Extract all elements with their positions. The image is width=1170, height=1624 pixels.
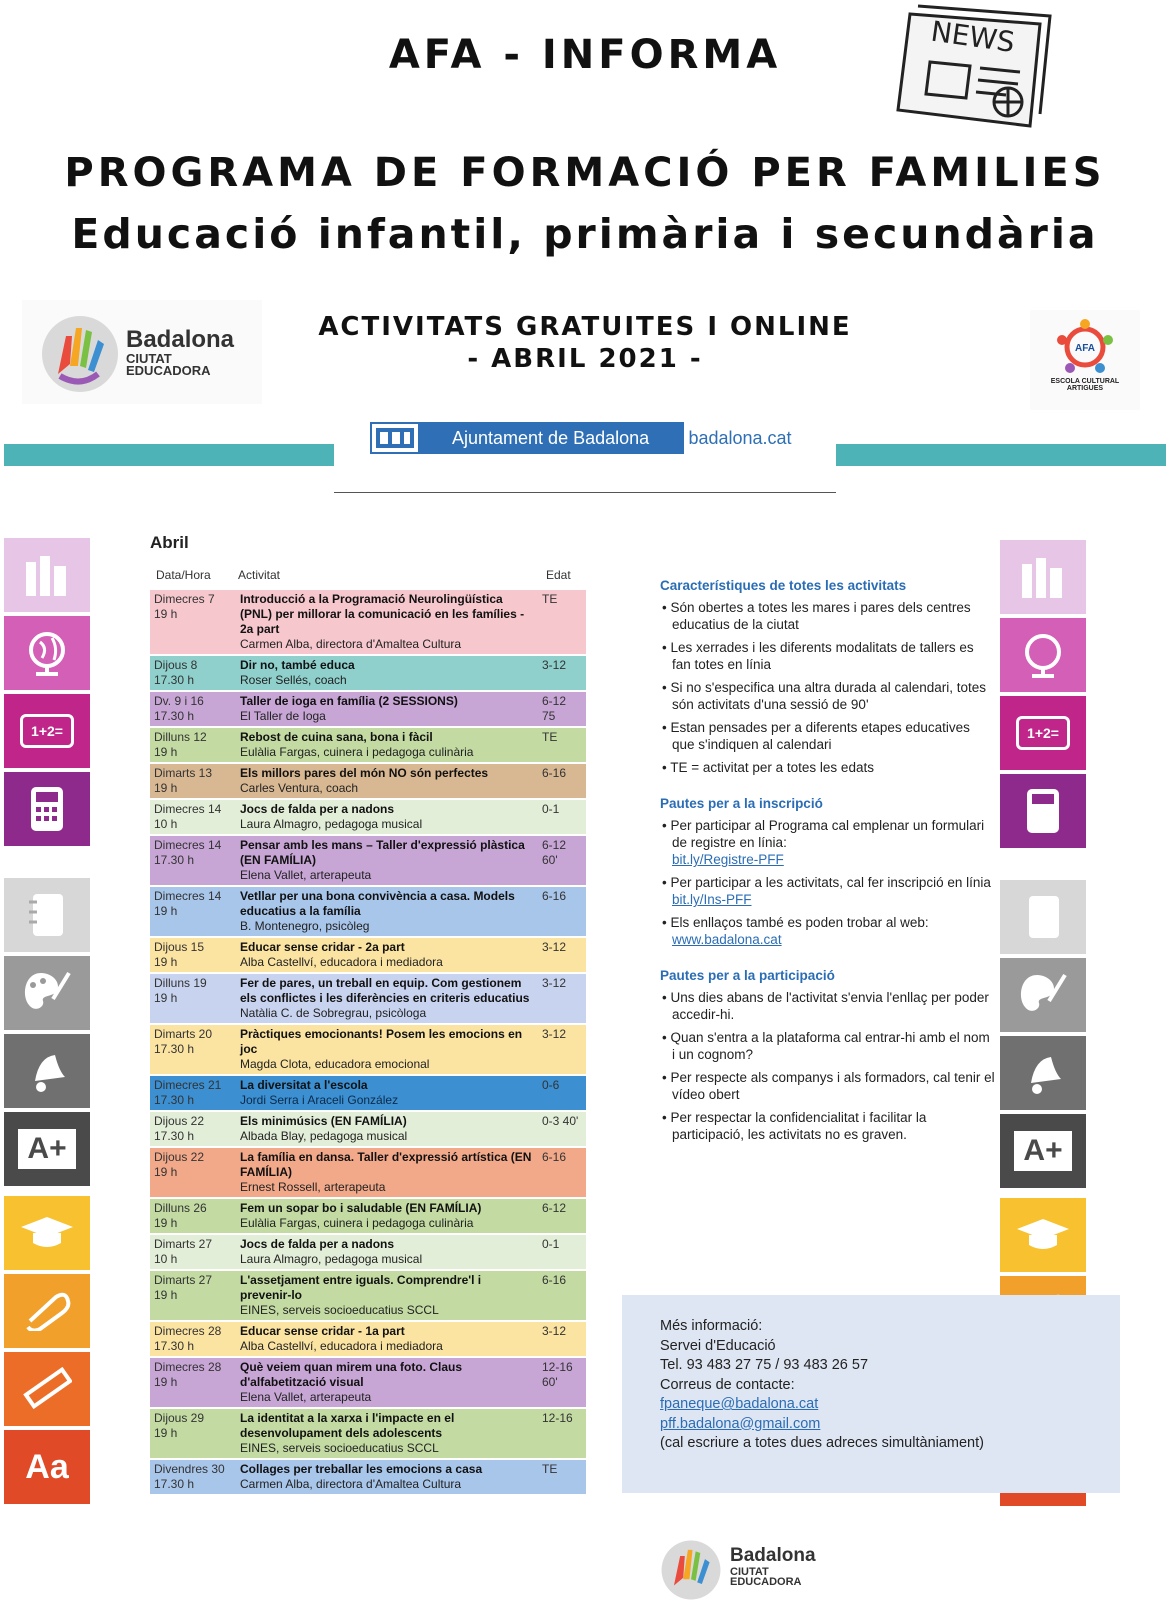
row-title: Vetllar per una bona convivència a casa. Models educatius a la família [240,889,515,918]
row-age: 0-1 [538,1234,586,1270]
list-item: • Per respecte als companys i als formadors, cal tenir el vídeo obert [662,1070,995,1102]
list-item-text: Estan pensades per a diferents etapes educatives que s'indiquen al calendari [670,720,970,752]
row-time: 10 h [154,817,178,831]
row-activity [236,799,538,835]
afa-logo [1030,310,1140,410]
contact-note: (cal escriure a totes dues adreces simultàniament) [660,1435,984,1451]
row-age: TE [538,590,586,655]
row-activity [236,1408,538,1459]
row-person: Elena Vallet, arterapeuta [240,1390,372,1404]
registre-link[interactable]: bit.ly/Registre-PFF [672,852,784,867]
email-link-2[interactable]: pff.badalona@gmail.com [660,1415,821,1432]
row-day: Dimecres 28 [154,1324,222,1338]
row-activity [236,886,538,937]
afa-people-icon [1052,318,1118,376]
books-icon [4,538,90,612]
row-time: 17.30 h [154,1339,195,1353]
globe-icon [1000,618,1086,692]
educadora-label: EDUCADORA [730,1576,802,1588]
row-title: Collages per treballar les emocions a casa [240,1462,483,1476]
afa-logo-text: AFA [1075,343,1095,354]
books-icon [1000,540,1086,614]
table-row [150,1270,586,1321]
row-date [150,1357,236,1408]
palette-icon [1000,958,1086,1032]
row-date [150,799,236,835]
list-item-text: Uns dies abans de l'activitat s'envia l'enllaç per poder accedir-hi. [670,990,989,1022]
row-date [150,1408,236,1459]
inscripcio-link[interactable]: bit.ly/Ins-PFF [672,892,752,907]
row-person: Jordi Serra i Araceli González [240,1093,399,1107]
row-title: Taller de ioga en família (2 SESSIONS) [240,694,458,708]
row-title: Fer de pares, un treball en equip. Com gestionem els conflictes i les diferències en criteris educatius [240,976,530,1005]
table-row [150,937,586,973]
letters-text: Aa [25,1447,69,1486]
list-item: • Estan pensades per a diferents etapes educatives que s'indiquen al calendari [662,720,970,752]
row-time: 19 h [154,1216,178,1230]
contact-line4: Correus de contacte: [660,1376,795,1393]
list-item: • Uns dies abans de l'activitat s'envia l'enllaç per poder accedir-hi. [662,990,989,1022]
graduation-cap-icon [1000,1198,1086,1272]
contact-line2: Servei d'Educació [660,1337,776,1354]
row-activity [236,1270,538,1321]
row-date [150,590,236,655]
notebook-icon [4,878,90,952]
row-date [150,763,236,799]
row-person: El Taller de Ioga [240,709,326,723]
palette-icon [4,956,90,1030]
row-date [150,1075,236,1111]
list-item: • Per participar a les activitats, cal fer inscripció en línia bit.ly/Ins-PFF [662,875,991,907]
badalona-logo-bottom [660,1535,860,1605]
row-title: Jocs de falda per a nadons [240,802,395,816]
notebook-icon [1000,880,1086,954]
list-item: • Per respectar la confidencialitat i facilitar la participació, les activitats no es graven. [662,1110,927,1142]
row-age: 0-6 [538,1075,586,1111]
colorful-hand-icon [660,1539,722,1601]
row-time: 19 h [154,991,178,1005]
table-row [150,886,586,937]
list-item: • Quan s'entra a la plataforma cal entrar-hi amb el nom i un cognom? [662,1030,990,1062]
row-date [150,655,236,691]
row-day: Dimecres 14 [154,838,222,852]
row-day: Dijous 22 [154,1114,205,1128]
row-day: Dimecres 14 [154,889,222,903]
participation-heading: Pautes per a la participació [660,968,835,983]
row-title: L'assetjament entre iguals. Comprendre'l i prevenir-lo [240,1273,482,1302]
row-person: Alba Castellví, educadora i mediadora [240,1339,443,1353]
math-text: 1+2= [20,714,74,748]
ajuntament-bar [370,422,796,454]
list-item: • Per participar al Programa cal emplenar un formulari de registre en línia: bit.ly/Registre-PFF [662,818,985,867]
row-day: Dimecres 14 [154,802,222,816]
row-day: Dimecres 21 [154,1078,222,1092]
paperclip-icon [4,1274,90,1348]
row-age: 6-16 [538,763,586,799]
row-title: Fem un sopar bo i saludable (EN FAMÍLIA) [240,1201,482,1215]
globe-icon [4,616,90,690]
row-person: EINES, serveis socioeducatius SCCL [240,1303,439,1317]
web-label: badalona.cat [684,422,796,454]
row-time: 19 h [154,1375,178,1389]
row-activity [236,835,538,886]
row-person: Laura Almagro, pedagoga musical [240,817,423,831]
table-row [150,727,586,763]
table-row [150,1111,586,1147]
table-row [150,799,586,835]
ciutat-label: CIUTAT [126,351,172,366]
row-person: EINES, serveis socioeducatius SCCL [240,1441,439,1455]
row-person: Eulàlia Fargas, cuinera i pedagoga culinària [240,745,474,759]
row-title: Els millors pares del món NO són perfectes [240,766,489,780]
badalona-name: Badalona [126,326,235,353]
row-age: TE [538,727,586,763]
afa-school-name: ESCOLA CULTURAL ARTIGUES [1050,378,1120,392]
row-date [150,1321,236,1357]
row-title: Jocs de falda per a nadons [240,1237,395,1251]
table-row [150,1198,586,1234]
list-item: • Si no s'especifica una altra durada al calendari, totes són activitats d'una sessió de 90' [662,680,987,712]
badalona-logo [22,300,262,404]
table-row [150,691,586,727]
math-icon [1000,696,1086,770]
row-date [150,1459,236,1495]
row-title: Educar sense cridar - 2a part [240,940,405,954]
list-item-text: Les xerrades i les diferents modalitats de tallers es fan totes en línia [670,640,974,672]
graduation-cap-icon [4,1196,90,1270]
row-date [150,973,236,1024]
list-item: • Els enllaços també es poden trobar al web: www.badalona.cat [662,915,929,947]
row-person: Magda Clota, educadora emocional [240,1057,430,1071]
table-row [150,1147,586,1198]
table-row [150,1408,586,1459]
table-row [150,973,586,1024]
contact-phone: Tel. 93 483 27 75 / 93 483 26 57 [660,1357,869,1373]
row-day: Dilluns 19 [154,976,207,990]
row-day: Dimarts 27 [154,1237,213,1251]
row-age: 3-12 [538,1321,586,1357]
row-title: Rebost de cuina sana, bona i fàcil [240,730,433,744]
list-item: • Són obertes a totes les mares i pares dels centres educatius de la ciutat [662,600,971,632]
inscription-heading: Pautes per a la inscripció [660,796,823,811]
row-date [150,1270,236,1321]
calculator-icon [4,772,90,846]
row-time: 17.30 h [154,1477,195,1491]
badalona-name: Badalona [730,1545,816,1566]
row-activity [236,655,538,691]
row-date [150,835,236,886]
row-time: 17.30 h [154,853,195,867]
row-day: Dimecres 28 [154,1360,222,1374]
row-date [150,727,236,763]
list-item: • Les xerrades i les diferents modalitats de tallers es fan totes en línia [662,640,974,672]
row-day: Dijous 29 [154,1411,205,1425]
row-age: 3-12 [538,655,586,691]
row-age: 6-12 60' [538,835,586,886]
row-day: Dimarts 27 [154,1273,213,1287]
row-age: 6-12 75 [538,691,586,727]
row-date [150,886,236,937]
row-date [150,937,236,973]
row-time: 19 h [154,607,178,621]
row-activity [236,763,538,799]
contact-line1: Més informació: [660,1318,763,1334]
row-age: 6-16 [538,1270,586,1321]
row-age: 12-16 [538,1408,586,1459]
col-activity-header: Activitat [238,568,281,582]
list-item: • TE = activitat per a totes les edats [662,760,874,775]
row-title: La família en dansa. Taller d'expressió artística (EN FAMÍLIA) [240,1150,532,1179]
inscription-list [660,817,995,948]
row-day: Dimecres 7 [154,592,215,606]
row-age: 6-16 [538,1147,586,1198]
row-person: B. Montenegro, psicòleg [240,919,370,933]
row-person: Natàlia C. de Sobregrau, psicòloga [240,1006,427,1020]
row-activity [236,1024,538,1075]
ruler-icon [4,1352,90,1426]
page-title: AFA - INFORMA [388,32,782,78]
table-row [150,763,586,799]
inscription-item-3: Els enllaços també es poden trobar al web: [670,915,929,930]
row-age: 6-16 [538,886,586,937]
schedule-table [150,590,586,1496]
row-day: Dimarts 20 [154,1027,213,1041]
features-list [660,599,995,776]
row-time: 17.30 h [154,709,195,723]
ciutat-label: CIUTAT [730,1566,769,1578]
row-person: Roser Sellés, coach [240,673,347,687]
row-person: Elena Vallet, arterapeuta [240,868,372,882]
row-age: TE [538,1459,586,1495]
table-row [150,835,586,886]
row-date [150,1198,236,1234]
math-icon [4,694,90,768]
inscription-item-1: Per participar al Programa cal emplenar un formulari de registre en línia: [670,818,985,850]
row-age: 3-12 [538,973,586,1024]
row-date [150,691,236,727]
table-row [150,1075,586,1111]
row-person: Ernest Rossell, arterapeuta [240,1180,386,1194]
colorful-hand-icon [40,314,120,394]
row-age: 3-12 [538,1024,586,1075]
row-activity [236,1321,538,1357]
row-activity [236,1198,538,1234]
row-day: Dijous 15 [154,940,205,954]
row-day: Dijous 8 [154,658,198,672]
row-age: 6-12 [538,1198,586,1234]
row-person: Laura Almagro, pedagoga musical [240,1252,423,1266]
banner-line1: ACTIVITATS GRATUITES I ONLINE [318,312,852,342]
row-time: 19 h [154,904,178,918]
row-activity [236,1147,538,1198]
row-time: 19 h [154,955,178,969]
row-title: Els minimúsics (EN FAMÍLIA) [240,1114,407,1128]
math-text: 1+2= [1016,716,1070,750]
table-row [150,1459,586,1495]
row-date [150,1024,236,1075]
table-row [150,655,586,691]
table-row [150,1321,586,1357]
row-title: Què veiem quan mirem una foto. Claus d'alfabetització visual [240,1360,463,1389]
program-title: PROGRAMA DE FORMACIÓ PER FAMILIES [64,150,1106,196]
teal-bar-left [4,444,334,466]
newspaper-icon [890,2,1058,130]
row-title: La identitat a la xarxa i l'impacte en el desenvolupament dels adolescents [240,1411,455,1440]
table-row [150,590,586,655]
row-date [150,1234,236,1270]
row-day: Dijous 22 [154,1150,205,1164]
news-label: NEWS [928,14,1017,60]
grade-icon [1000,1114,1086,1188]
row-time: 17.30 h [154,1129,195,1143]
row-activity [236,1075,538,1111]
row-title: La diversitat a l'escola [240,1078,368,1092]
educadora-label: EDUCADORA [126,363,211,378]
row-title: Pràctiques emocionants! Posem les emocions en joc [240,1027,523,1056]
row-day: Divendres 30 [154,1462,225,1476]
row-person: Carmen Alba, directora d'Amaltea Cultura [240,637,462,651]
contact-box [622,1295,1120,1493]
row-activity [236,937,538,973]
letters-icon [4,1430,90,1504]
row-title: Dir no, també educa [240,658,355,672]
row-person: Carmen Alba, directora d'Amaltea Cultura [240,1477,462,1491]
row-activity [236,691,538,727]
row-title: Educar sense cridar - 1a part [240,1324,405,1338]
row-time: 19 h [154,781,178,795]
features-heading: Característiques de totes les activitats [660,578,907,593]
row-age: 0-1 [538,799,586,835]
row-activity [236,973,538,1024]
bell-icon [4,1034,90,1108]
list-item-text: Per respectar la confidencialitat i facilitar la participació, les activitats no es graven. [670,1110,927,1142]
col-date-header: Data/Hora [156,568,211,582]
ajuntament-shield-icon [372,424,418,452]
row-activity [236,1111,538,1147]
row-time: 17.30 h [154,1093,195,1107]
row-activity [236,1459,538,1495]
participation-list [660,989,995,1143]
row-time: 17.30 h [154,1042,195,1056]
row-date [150,1147,236,1198]
info-column [660,578,995,1163]
row-time: 19 h [154,1165,178,1179]
row-person: Carles Ventura, coach [240,781,359,795]
row-title: Introducció a la Programació Neurolingüística (PNL) per millorar la comunicació en les famílies - 2a part [240,592,525,636]
banner-line2: - ABRIL 2021 - [467,344,703,374]
teal-bar-right [836,444,1166,466]
table-row [150,1024,586,1075]
row-activity [236,1234,538,1270]
row-time: 10 h [154,1252,178,1266]
row-activity [236,727,538,763]
row-person: Eulàlia Fargas, cuinera i pedagoga culinària [240,1216,474,1230]
row-time: 19 h [154,1426,178,1440]
schedule-month: Abril [150,533,189,552]
list-item-text: Quan s'entra a la plataforma cal entrar-hi amb el nom i un cognom? [670,1030,990,1062]
row-day: Dilluns 12 [154,730,207,744]
list-item-text: Per respecte als companys i als formadors, cal tenir el vídeo obert [670,1070,995,1102]
grade-text: A+ [1014,1131,1071,1171]
row-time: 19 h [154,1288,178,1302]
row-day: Dv. 9 i 16 [154,694,204,708]
list-item-text: Són obertes a totes les mares i pares dels centres educatius de la ciutat [670,600,971,632]
col-age-header: Edat [546,568,571,582]
row-day: Dimarts 13 [154,766,213,780]
calculator-icon [1000,774,1086,848]
row-day: Dilluns 26 [154,1201,207,1215]
email-link-1[interactable]: fpaneque@badalona.cat [660,1396,819,1412]
table-row [150,1357,586,1408]
divider-line [334,492,836,493]
row-activity [236,1357,538,1408]
row-activity [236,590,538,655]
inscription-item-2: Per participar a les activitats, cal fer inscripció en línia [670,875,991,890]
list-item-text: Si no s'especifica una altra durada al calendari, totes són activitats d'una sessió de 90' [670,680,987,712]
row-time: 17.30 h [154,673,195,687]
grade-icon [4,1112,90,1186]
ajuntament-label: Ajuntament de Badalona [452,428,650,448]
bell-icon [1000,1036,1086,1110]
web-link[interactable]: www.badalona.cat [672,932,782,947]
list-item-text: TE = activitat per a totes les edats [670,760,874,775]
grade-text: A+ [18,1129,75,1169]
row-age: 3-12 [538,937,586,973]
table-row [150,1234,586,1270]
row-date [150,1111,236,1147]
program-subtitle: Educació infantil, primària i secundària [71,210,1099,258]
row-age: 12-16 60' [538,1357,586,1408]
row-age: 0-3 40' [538,1111,586,1147]
row-person: Alba Castellví, educadora i mediadora [240,955,443,969]
row-title: Pensar amb les mans – Taller d'expressió plàstica (EN FAMÍLIA) [240,838,525,867]
row-time: 19 h [154,745,178,759]
row-person: Albada Blay, pedagoga musical [240,1129,408,1143]
